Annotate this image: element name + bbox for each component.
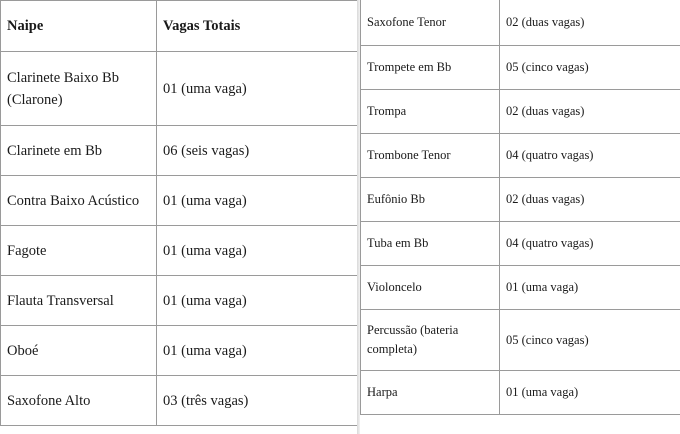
table-row (1, 276, 358, 326)
naipe-cell: Eufônio Bb (361, 178, 500, 222)
vagas-cell: 04 (quatro vagas) (500, 222, 680, 266)
table-row (361, 46, 680, 90)
table-header-row (1, 1, 358, 52)
table-row (361, 0, 680, 46)
naipe-cell: Contra Baixo Acústico (1, 176, 157, 226)
naipe-cell: Fagote (1, 226, 157, 276)
vagas-cell: 02 (duas vagas) (500, 90, 680, 134)
table-row (361, 178, 680, 222)
table-row (1, 376, 358, 426)
vagas-cell: 03 (três vagas) (157, 376, 358, 426)
naipe-cell: Violoncelo (361, 266, 500, 310)
naipe-cell: Clarinete Baixo Bb (Clarone) (1, 52, 157, 126)
vagas-cell: 01 (uma vaga) (500, 371, 680, 415)
vagas-cell: 01 (uma vaga) (157, 176, 358, 226)
vagas-cell: 06 (seis vagas) (157, 126, 358, 176)
naipe-cell: Percussão (bateria completa) (361, 310, 500, 371)
naipe-cell: Trompete em Bb (361, 46, 500, 90)
table-row (1, 226, 358, 276)
naipe-cell: Harpa (361, 371, 500, 415)
header-vagas-totais: Vagas Totais (157, 1, 358, 52)
table-row (1, 176, 358, 226)
vagas-cell: 01 (uma vaga) (157, 326, 358, 376)
vagas-cell: 04 (quatro vagas) (500, 134, 680, 178)
table-row (361, 90, 680, 134)
vacancies-table-right (360, 0, 680, 415)
vagas-cell: 02 (duas vagas) (500, 0, 680, 46)
table-row (361, 371, 680, 415)
vagas-cell: 05 (cinco vagas) (500, 46, 680, 90)
table-row (1, 52, 358, 126)
naipe-cell: Oboé (1, 326, 157, 376)
vagas-cell: 01 (uma vaga) (157, 226, 358, 276)
right-table-panel (360, 0, 680, 434)
table-row (1, 326, 358, 376)
table-row (361, 310, 680, 371)
naipe-cell: Tuba em Bb (361, 222, 500, 266)
vagas-cell: 01 (uma vaga) (157, 276, 358, 326)
header-naipe: Naipe (1, 1, 157, 52)
naipe-cell: Saxofone Tenor (361, 0, 500, 46)
table-row (1, 126, 358, 176)
naipe-cell: Flauta Transversal (1, 276, 157, 326)
table-row (361, 266, 680, 310)
vagas-cell: 05 (cinco vagas) (500, 310, 680, 371)
naipe-cell: Clarinete em Bb (1, 126, 157, 176)
vagas-cell: 01 (uma vaga) (157, 52, 358, 126)
naipe-cell: Trombone Tenor (361, 134, 500, 178)
vagas-cell: 02 (duas vagas) (500, 178, 680, 222)
vagas-cell: 01 (uma vaga) (500, 266, 680, 310)
naipe-cell: Saxofone Alto (1, 376, 157, 426)
table-row (361, 222, 680, 266)
table-row (361, 134, 680, 178)
naipe-cell: Trompa (361, 90, 500, 134)
